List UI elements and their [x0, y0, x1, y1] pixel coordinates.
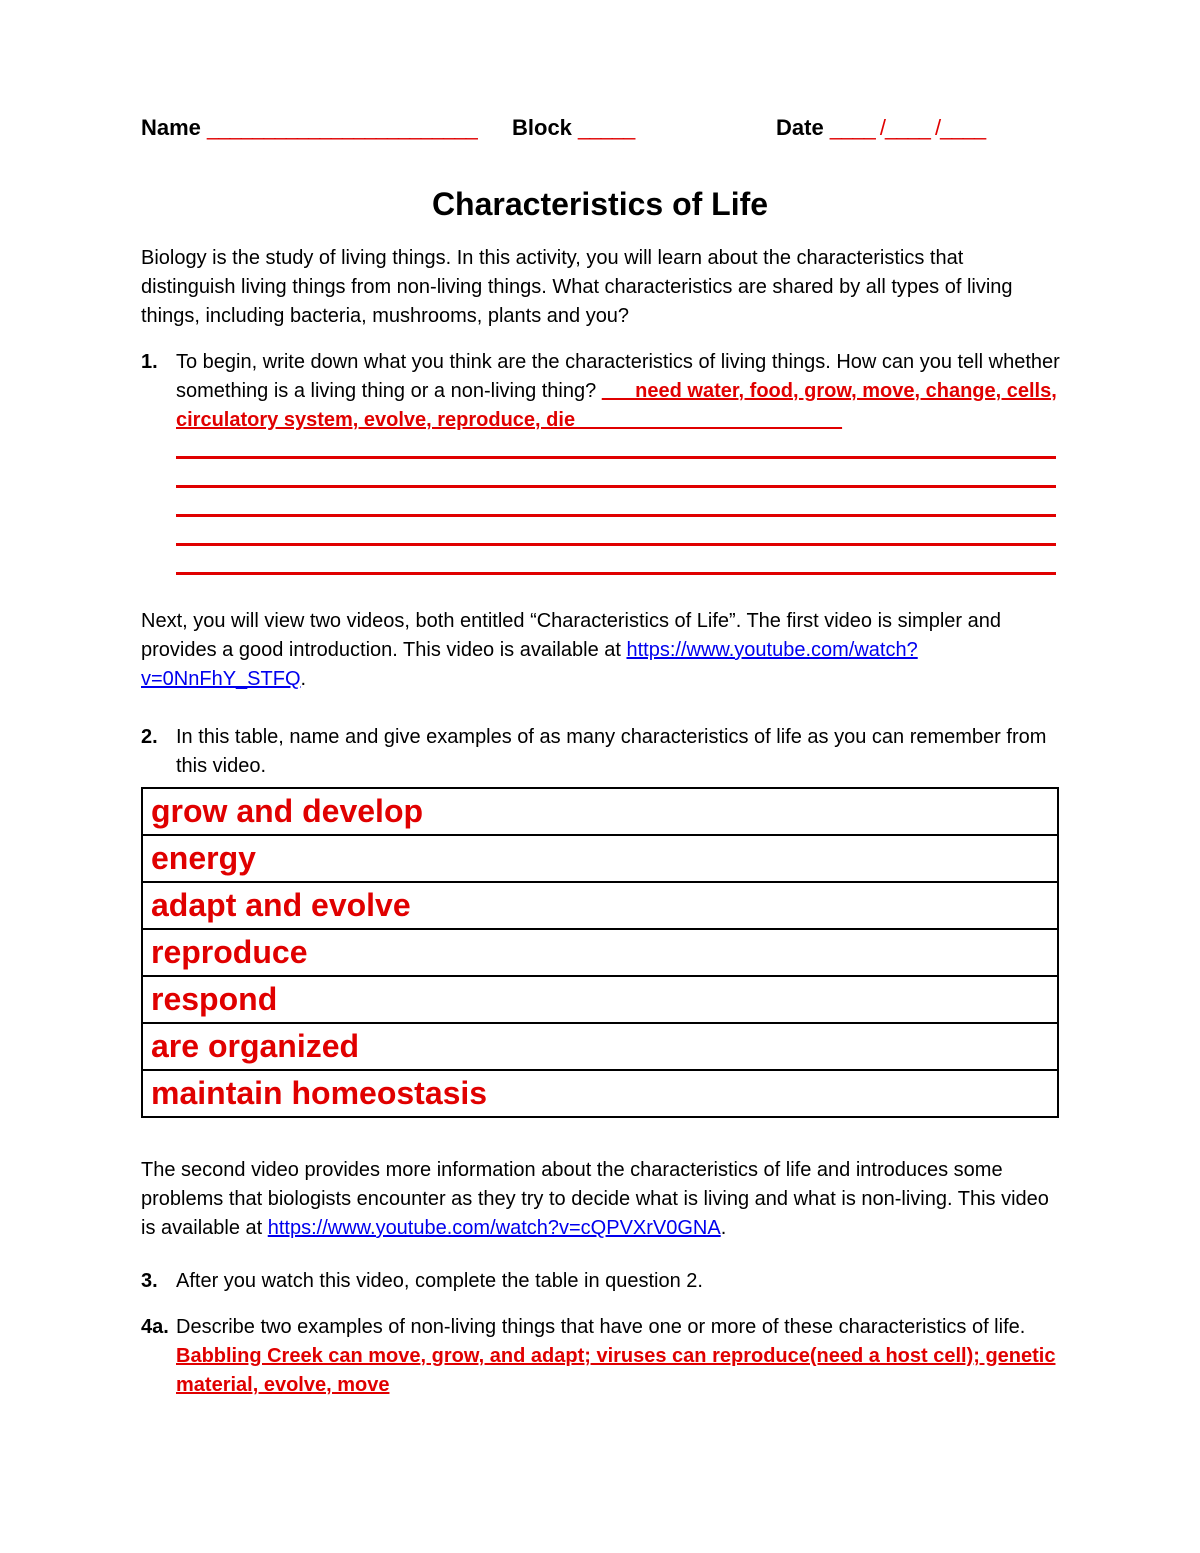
question-2-number: 2. [141, 726, 158, 748]
table-cell: energy [142, 835, 1058, 882]
table-row [142, 835, 1058, 882]
name-blank: ________________________ [207, 115, 477, 140]
date-label: Date [776, 115, 824, 140]
block-field [512, 115, 634, 141]
block-blank: _____ [578, 115, 635, 140]
answer-line [176, 572, 1056, 575]
question-4a-text: Describe two examples of non-living things that have one or more of these characteristics of life. [176, 1316, 1026, 1338]
table-row [142, 1070, 1058, 1117]
videos-intro-paragraph [141, 607, 1061, 694]
answer-line [176, 456, 1056, 459]
question-3 [141, 1267, 1061, 1296]
table-row [142, 788, 1058, 835]
table-cell: maintain homeostasis [142, 1070, 1058, 1117]
page-title: Characteristics of Life [431, 186, 769, 222]
question-3-text: After you watch this video, complete the table in question 2. [176, 1270, 703, 1292]
name-field [141, 115, 477, 141]
question-4a [141, 1313, 1061, 1400]
videos-intro-suffix: . [300, 668, 307, 690]
question-2 [141, 723, 1061, 781]
table-cell: are organized [142, 1023, 1058, 1070]
table-cell: respond [142, 976, 1058, 1023]
second-video-link[interactable]: https://www.youtube.com/watch?v=cQPVXrV0GNA [267, 1217, 721, 1239]
table-row [142, 882, 1058, 929]
question-4a-number: 4a. [141, 1316, 169, 1338]
table-cell: reproduce [142, 929, 1058, 976]
question-4a-answer: Babbling Creek can move, grow, and adapt; viruses can reproduce(need a host cell); genetic material, evolve, move [176, 1345, 1056, 1396]
block-label: Block [512, 115, 572, 140]
answer-line [176, 485, 1056, 488]
intro-paragraph [141, 244, 1061, 331]
question-2-text: In this table, name and give examples of as many characteristics of life as you can remember from this video. [176, 726, 1047, 777]
answer-line [176, 543, 1056, 546]
question-1-answer: ___need water, food, grow, move, change, cells, circulatory system, evolve, reproduce, die________________________ [176, 380, 1057, 431]
table-row [142, 1023, 1058, 1070]
first-video-link[interactable]: https://www.youtube.com/watch?v=0NnFhY_STFQ [141, 639, 918, 690]
student-info-header [141, 115, 1061, 149]
answer-lines [176, 456, 1056, 601]
question-1 [141, 348, 1061, 435]
table-row [142, 929, 1058, 976]
table-cell: grow and develop [142, 788, 1058, 835]
intro-text: Biology is the study of living things. In this activity, you will learn about the characteristics that distinguish living things from non-living things. What characteristics are shared by all types of living things, including bacteria, mushrooms, plants and you? [141, 247, 1013, 327]
second-video-suffix: . [720, 1217, 727, 1239]
question-1-number: 1. [141, 351, 158, 373]
date-blank: ____ /____ /____ [829, 115, 986, 140]
question-1-text: To begin, write down what you think are the characteristics of living things. How can you tell whether something is a living thing or a non-living thing? [176, 351, 1060, 402]
videos-intro-text: Next, you will view two videos, both entitled “Characteristics of Life”. The first video is simpler and provides a good introduction. This video is available at [141, 610, 1001, 661]
table-cell: adapt and evolve [142, 882, 1058, 929]
characteristics-table [141, 787, 1059, 1118]
second-video-text: The second video provides more information about the characteristics of life and introduces some problems that biologists encounter as they try to decide what is living and what is non-living. This video is available at [141, 1159, 1049, 1239]
table-row [142, 976, 1058, 1023]
date-field [776, 115, 985, 141]
second-video-paragraph [141, 1156, 1061, 1243]
answer-line [176, 514, 1056, 517]
name-label: Name [141, 115, 201, 140]
question-3-number: 3. [141, 1270, 158, 1292]
